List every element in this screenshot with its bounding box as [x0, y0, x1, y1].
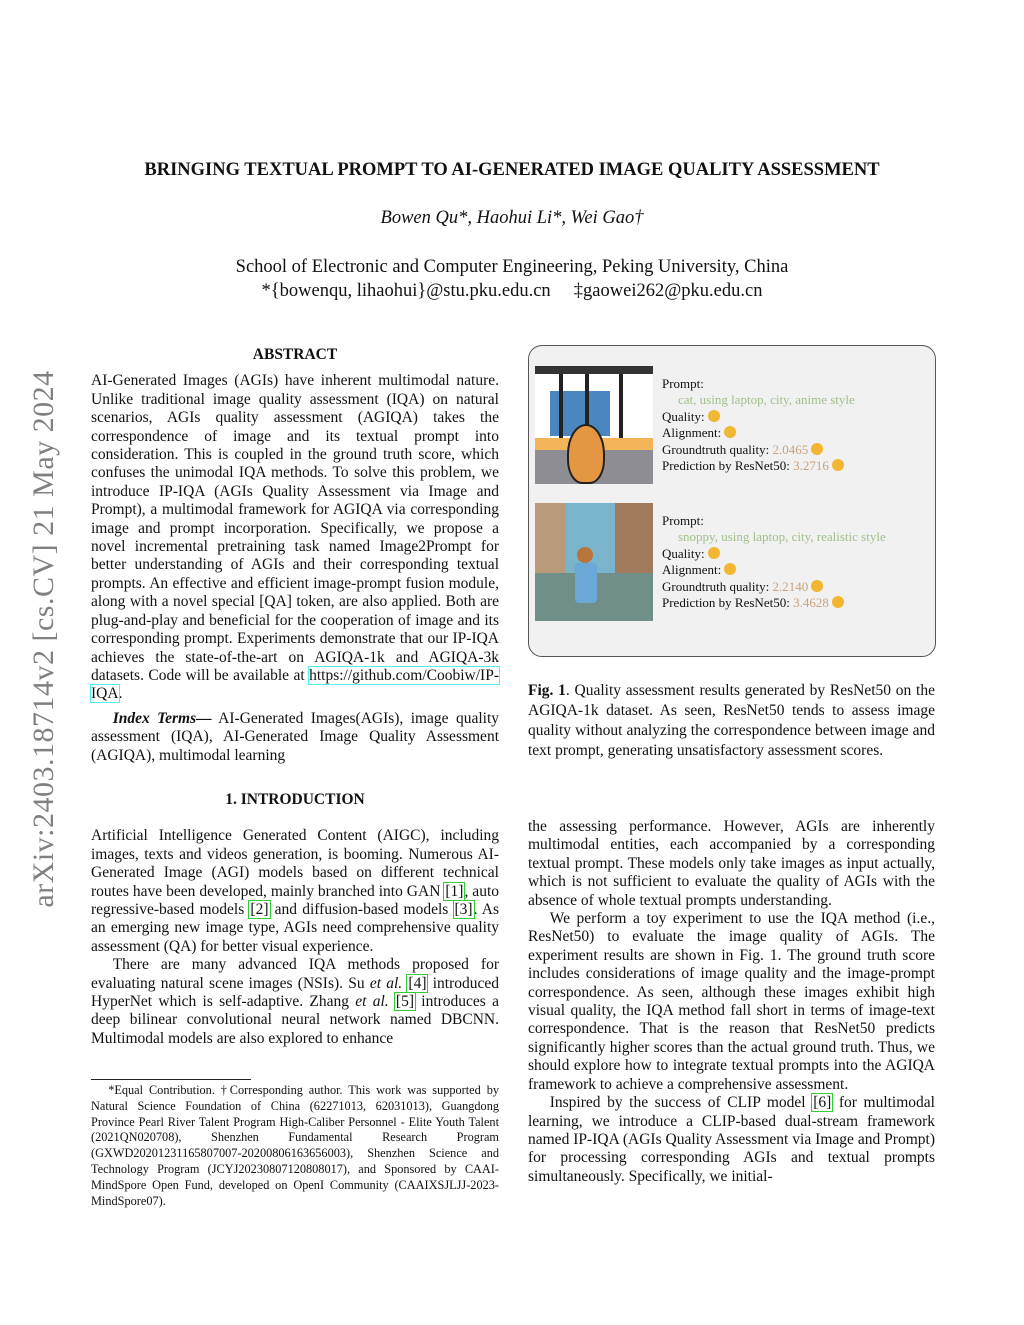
abstract-heading: ABSTRACT [252, 346, 338, 363]
right-column [528, 818, 935, 1186]
index-terms-label: Index Terms— [112, 709, 212, 727]
frown-emoji-icon [724, 563, 736, 575]
frown-emoji-icon [724, 426, 736, 438]
example-2-text: Prompt: snoppy, using laptop, city, realistic style Quality: Alignment: Groundtruth quality: 2.2140 Prediction by ResNet50: 3.4628 [662, 513, 886, 611]
example-1-pred: 3.2716 [793, 458, 829, 474]
code-link[interactable]: https://github.com/Coobiw/IP-IQA [91, 666, 499, 703]
citation-6[interactable]: [6] [813, 1094, 832, 1112]
right-paragraph-1: the assessing performance. However, AGIs are inherently multimodal entities, each accompanied by a corresponding textual prompt. These models only take images as input actually, which is not sufficient to evaluate the quality of AGIs with the absence of whole textual prompts understanding. [528, 818, 935, 909]
figure-1 [528, 345, 936, 657]
frown-emoji-icon [811, 443, 823, 455]
index-terms [91, 710, 499, 765]
footnote: *Equal Contribution. †Corresponding author. This work was supported by Natural Science Foundation of China (62271013, 62031013), Guangdong Province Pearl River Talent Program High-Caliber Personnel - Elite Youth Talent (2021QN020708), Shenzhen Fundamental Research Program (GXWD20201231165807007-20200806163656003), Shenzhen Science and Technology Program (JCYJ20230807120808017), and Sponsored by CAAI-MindSpore Open Fund, developed on OpenI Community (CAAIXSJLJJ-2023-MindSpore07). [91, 1083, 499, 1208]
thinking-emoji-icon [832, 596, 844, 608]
intro-paragraph-2: There are many advanced IQA methods proposed for evaluating natural scene images (NSIs). Su et al. [4] introduced HyperNet which is self-adaptive. Zhang et al. [5] introduces a deep bilinear convolutional neural network named DBCNN. Multimodal models are also explored to enhance [91, 956, 499, 1047]
footnote-rule [91, 1079, 251, 1080]
figure-caption [528, 681, 935, 761]
paper-title: BRINGING TEXTUAL PROMPT TO AI-GENERATED IMAGE QUALITY ASSESSMENT [144, 160, 880, 180]
example-1-gt: 2.0465 [772, 441, 809, 457]
citation-3[interactable]: [3] [454, 900, 473, 918]
frown-emoji-icon [811, 580, 823, 592]
left-column [91, 346, 499, 1048]
example-2-pred: 3.4628 [793, 595, 829, 611]
smile-emoji-icon [708, 410, 720, 422]
citation-5[interactable]: [5] [395, 993, 414, 1010]
caption-text: . Quality assessment results generated by ResNet50 on the AGIQA-1k dataset. As seen, ResNet50 tends to assess image quality without analyzing the correspondence between image and text prompt, generating unsatisfactory assessment scores. [528, 682, 935, 759]
authors: Bowen Qu*, Haohui Li*, Wei Gao† [380, 208, 644, 228]
arxiv-identifier: arXiv:2403.18714v2 [cs.CV] 21 May 2024 [27, 370, 60, 908]
citation-1[interactable]: [1] [445, 882, 464, 900]
snoopy-realistic-image [535, 503, 653, 621]
abstract-text: AI-Generated Images (AGIs) have inherent multimodal nature. Unlike traditional image quality assessment (IQA) on natural scenarios, AGIs quality assessment (AGIQA) takes the correspondence of image and its textual prompt into consideration. This is coupled in the ground truth score, which confuses the unimodal IQA methods. To solve this problem, we introduce IP-IQA (AGIs Quality Assessment via Image and Prompt), a multimodal framework for AGIQA via corresponding image and prompt incorporation. Specifically, we propose a novel incremental pretraining task named Image2Prompt for better understanding of AGIs and their corresponding textual prompts. An effective and efficient image-prompt fusion module, along with a novel special [QA] token, are also applied. Both are plug-and-play and beneficial for the cooperation of image and its corresponding prompt. Experiments demonstrate that our IP-IQA achieves the state-of-the-art on AGIQA-1k and AGIQA-3k datasets. Code will be available at https://github.com/Coobiw/IP-IQA. [91, 372, 499, 703]
citation-2[interactable]: [2] [250, 900, 269, 918]
example-2-prompt: snoppy, using laptop, city, realistic style [678, 529, 886, 545]
affiliation [0, 255, 1024, 303]
right-paragraph-2: We perform a toy experiment to use the IQA method (i.e., ResNet50) to evaluate the image quality of AGIs. The experiment results are shown in Fig. 1. The ground truth score includes considerations of image quality and the image-prompt correspondence. As seen, although these images exhibit high visual quality, the IQA method fall short in terms of image-text correspondence. That is the reason that ResNet50 predicts significantly higher scores than the actual ground truth. Thus, we should explore how to integrate textual prompts into the AGIQA framework to achieve a comprehensive assessment. [528, 910, 935, 1093]
thinking-emoji-icon [832, 459, 844, 471]
smile-emoji-icon [708, 547, 720, 559]
example-1-prompt: cat, using laptop, city, anime style [678, 392, 855, 408]
intro-paragraph-1: Artificial Intelligence Generated Content (AIGC), including images, texts and videos generation, is booming. Numerous AI-Generated Image (AGI) models based on different technical routes have been developed, mainly branched into GAN [1], auto regressive-based models [2] and diffusion-based models [3]. As an emerging new image type, AGIs need comprehensive quality assessment (QA) for better visual experience. [91, 827, 500, 955]
index-terms-text: AI-Generated Images(AGIs), image quality assessment (IQA), AI-Generated Image Quality Assessment (AGIQA), multimodal learning [91, 709, 499, 764]
caption-label: Fig. 1 [528, 682, 566, 699]
cat-anime-image [535, 366, 653, 484]
abstract-body: AI-Generated Images (AGIs) have inherent multimodal nature. Unlike traditional image quality assessment (IQA) on natural scenarios, AGIs quality assessment (AGIQA) takes the correspondence of image and its textual prompt into consideration. This is coupled in the ground truth score, which confuses the unimodal IQA methods. To solve this problem, we introduce IP-IQA (AGIs Quality Assessment via Image and Prompt), a multimodal framework for AGIQA via corresponding image and prompt incorporation. Specifically, we propose a novel incremental pretraining task named Image2Prompt for better understanding of AGIs and their corresponding textual prompts. An effective and efficient image-prompt fusion module, along with a novel special [QA] token, are also applied. Both are plug-and-play and beneficial for the cooperation of image and its corresponding prompt. Experiments demonstrate that our IP-IQA achieves the state-of-the-art on AGIQA-1k and AGIQA-3k datasets. Code will be available at [91, 372, 499, 684]
example-1-text: Prompt: cat, using laptop, city, anime style Quality: Alignment: Groundtruth quality: 2.0465 Prediction by ResNet50: 3.2716 [662, 376, 855, 474]
emails: *{bowenqu, lihaohui}@stu.pku.edu.cn ‡gaowei262@pku.edu.cn [261, 281, 763, 301]
right-paragraph-3: Inspired by the success of CLIP model [6] for multimodal learning, we introduce a CLIP-based dual-stream framework named IP-IQA (AGIs Quality Assessment via Image and Prompt) for processing corresponding AGIs and textual prompts simultaneously. Specifically, we initial- [528, 1094, 935, 1185]
intro-heading: 1. INTRODUCTION [225, 790, 365, 808]
example-2-gt: 2.2140 [772, 578, 809, 594]
citation-4[interactable]: [4] [408, 974, 427, 992]
affiliation-text: School of Electronic and Computer Engineering, Peking University, China [235, 257, 789, 277]
